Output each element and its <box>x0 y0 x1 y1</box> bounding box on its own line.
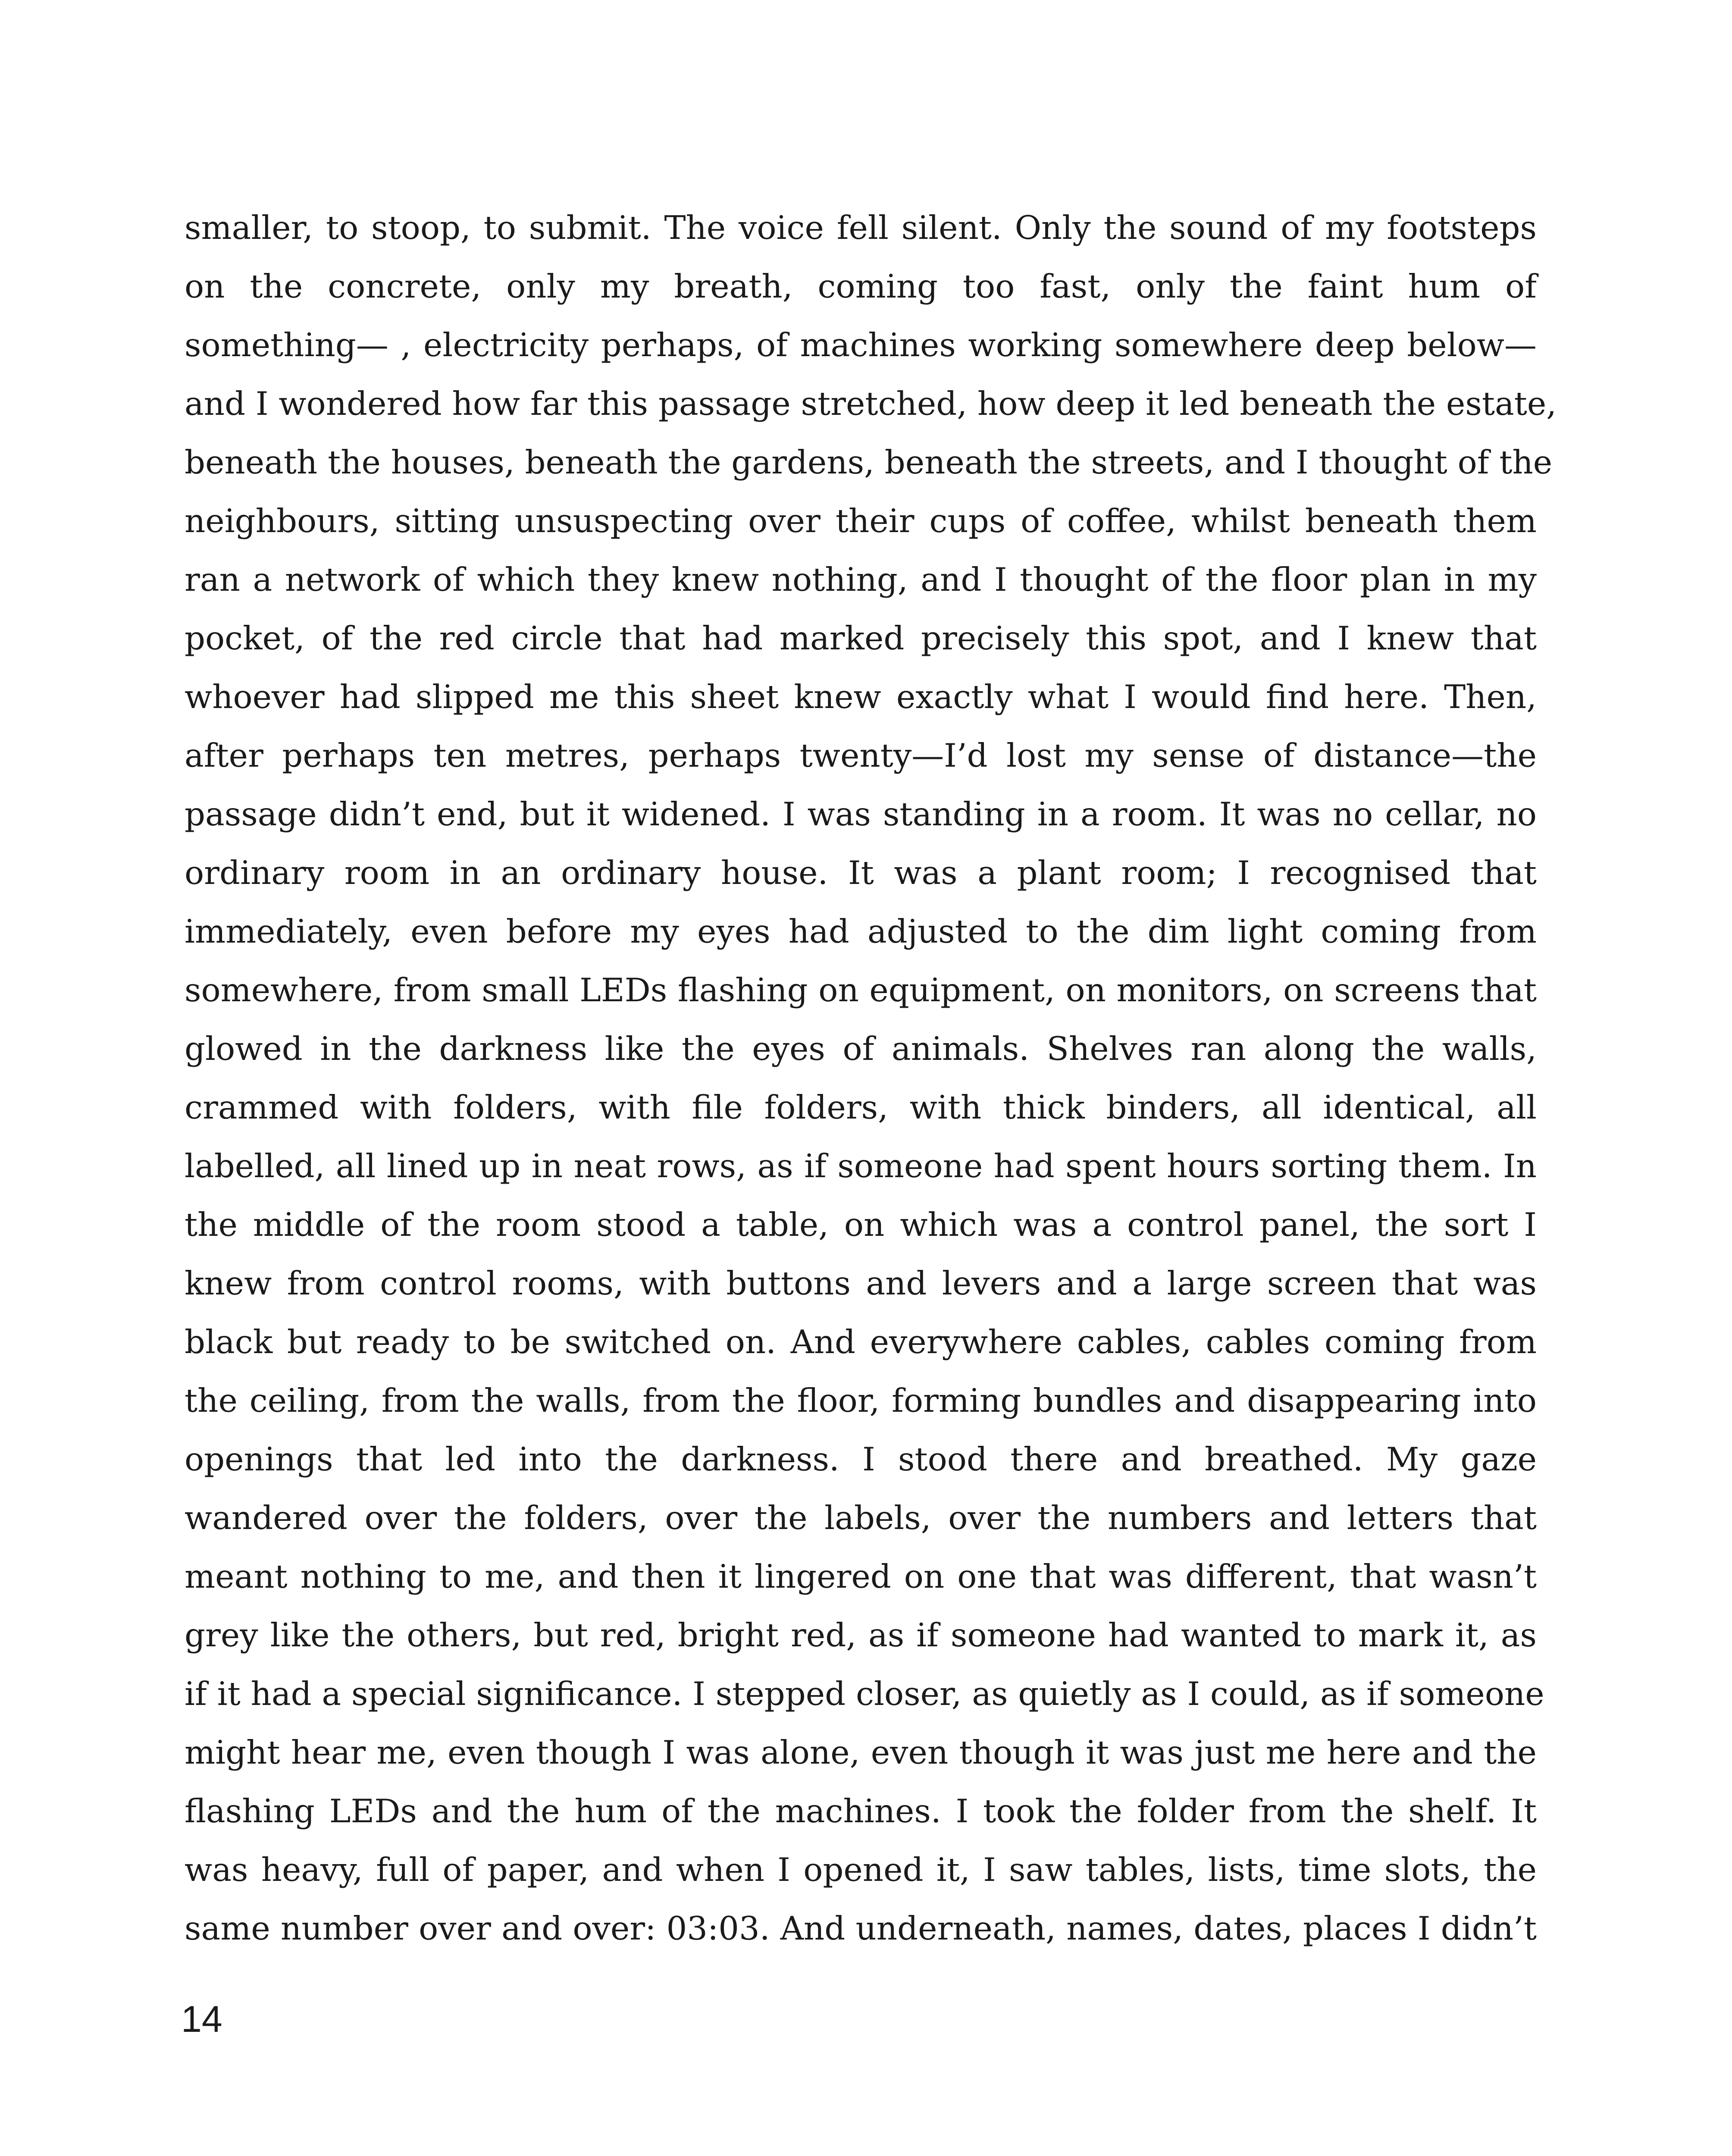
text-line: flashing LEDs and the hum of the machines. I took the folder from the shelf. It <box>185 1792 1537 1830</box>
text-line: whoever had slipped me this sheet knew exactly what I would find here. Then, <box>185 678 1537 716</box>
text-line: crammed with folders, with file folders, with thick binders, all identical, all <box>185 1088 1537 1126</box>
text-line: was heavy, full of paper, and when I opened it, I saw tables, lists, time slots, the <box>185 1851 1537 1889</box>
text-line: somewhere, from small LEDs flashing on equipment, on monitors, on screens that <box>185 971 1537 1009</box>
text-line: passage didn’t end, but it widened. I was standing in a room. It was no cellar, no <box>185 795 1537 833</box>
text-line: wandered over the folders, over the labels, over the numbers and letters that <box>185 1499 1537 1537</box>
text-line: grey like the others, but red, bright red, as if someone had wanted to mark it, as <box>185 1616 1537 1654</box>
text-line: neighbours, sitting unsuspecting over their cups of coffee, whilst beneath them <box>185 502 1537 540</box>
text-line: beneath the houses, beneath the gardens, beneath the streets, and I thought of the <box>185 443 1553 481</box>
text-line: the middle of the room stood a table, on which was a control panel, the sort I <box>185 1206 1537 1244</box>
text-line: same number over and over: 03:03. And underneath, names, dates, places I didn’t <box>185 1909 1537 1947</box>
text-line: ran a network of which they knew nothing, and I thought of the floor plan in my <box>185 561 1537 599</box>
text-line: black but ready to be switched on. And everywhere cables, cables coming from <box>185 1323 1537 1361</box>
text-line: openings that led into the darkness. I stood there and breathed. My gaze <box>185 1440 1537 1478</box>
text-line: after perhaps ten metres, perhaps twenty—I’d lost my sense of distance—the <box>185 736 1537 774</box>
text-line: on the concrete, only my breath, coming too fast, only the faint hum of <box>185 267 1537 305</box>
text-line: if it had a special significance. I stepped closer, as quietly as I could, as if someone <box>185 1675 1544 1713</box>
body-text <box>185 198 1557 1958</box>
text-line: glowed in the darkness like the eyes of animals. Shelves ran along the walls, <box>185 1030 1537 1068</box>
text-line: the ceiling, from the walls, from the floor, forming bundles and disappearing into <box>185 1382 1537 1420</box>
text-line: might hear me, even though I was alone, even though it was just me here and the <box>185 1733 1537 1771</box>
page-number: 14 <box>181 1999 222 2040</box>
text-line: labelled, all lined up in neat rows, as if someone had spent hours sorting them. In <box>185 1147 1537 1185</box>
text-line: smaller, to stoop, to submit. The voice fell silent. Only the sound of my footsteps <box>185 209 1537 247</box>
text-line: and I wondered how far this passage stretched, how deep it led beneath the estate, <box>185 385 1557 423</box>
text-line: ordinary room in an ordinary house. It was a plant room; I recognised that <box>185 854 1537 892</box>
text-line: something— , electricity perhaps, of machines working somewhere deep below— <box>185 326 1537 364</box>
text-line: immediately, even before my eyes had adjusted to the dim light coming from <box>185 912 1537 950</box>
text-line: pocket, of the red circle that had marked precisely this spot, and I knew that <box>185 619 1537 657</box>
text-line: knew from control rooms, with buttons and levers and a large screen that was <box>185 1264 1537 1302</box>
text-line: meant nothing to me, and then it lingered on one that was different, that wasn’t <box>185 1557 1537 1595</box>
